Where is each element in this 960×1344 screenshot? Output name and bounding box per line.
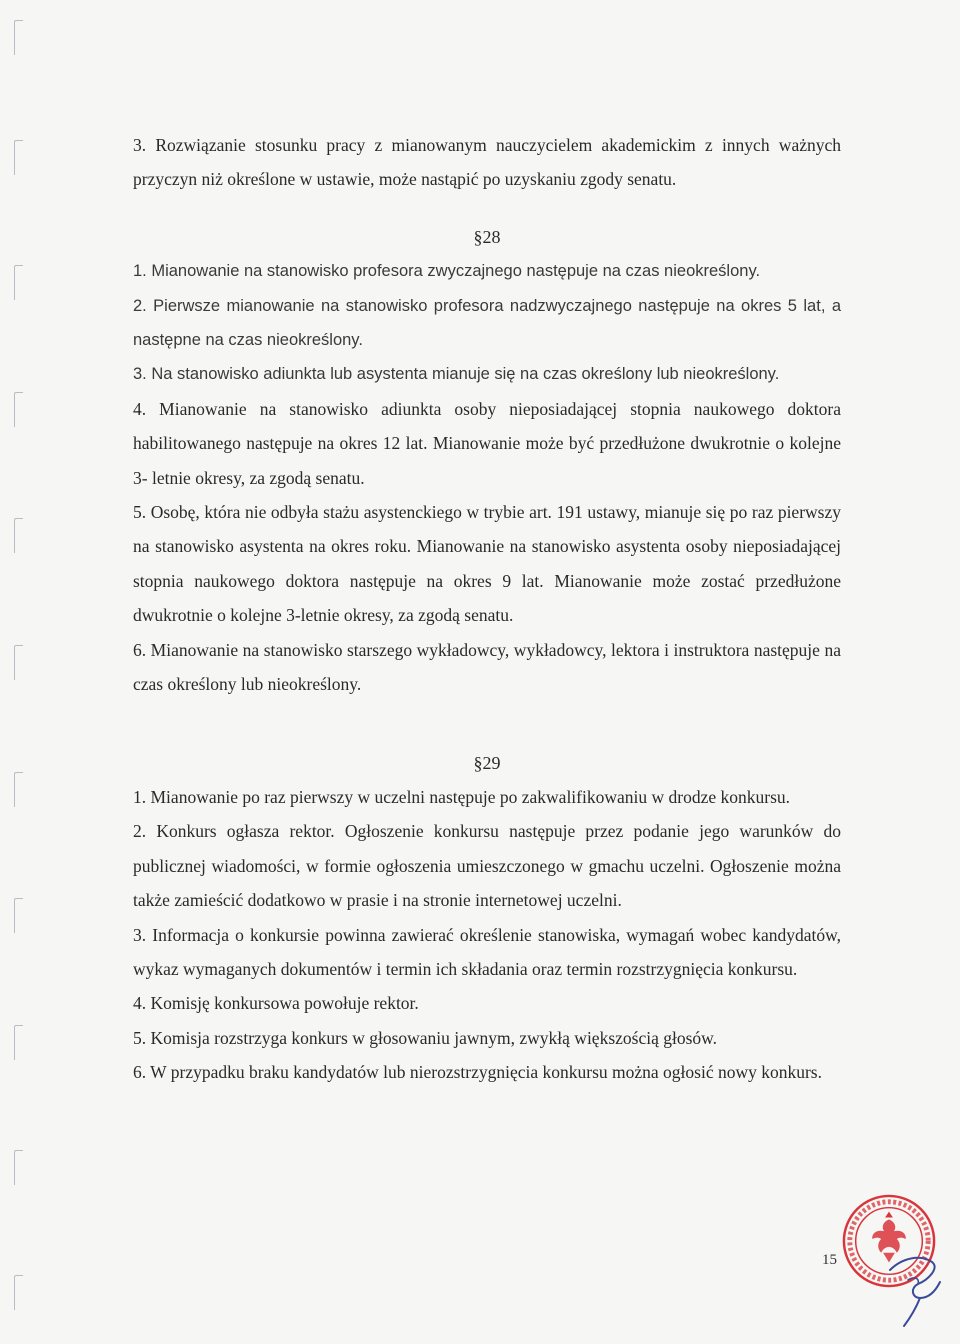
section29-item-2: 2. Konkurs ogłasza rektor. Ogłoszenie konkursu następuje przez podanie jego warunków do publicznej wiadomości, w formie ogłoszenia umieszczonego w gmachu uczelni. Ogłoszenie można także zamieścić dodatkowo w prasie i na stronie internetowej uczelni. <box>133 821 841 911</box>
section28-item-5: 5. Osobę, która nie odbyła stażu asystenckiego w trybie art. 191 ustawy, mianuje się po raz pierwszy na stanowisko asystenta na okres roku. Mianowanie na stanowisko asystenta osoby nieposiadającej stopnia naukowego doktora następuje na okres 9 lat. Mianowanie może zostać przedłużone dwukrotnie o kolejne 3-letnie okresy, za zgodą senatu. <box>133 502 841 626</box>
section28-item-3: 3. Na stanowisko adiunkta lub asystenta mianuje się na czas określony lub nieokreślony. <box>133 365 780 384</box>
binder-mark <box>14 140 23 175</box>
section-heading-28: §28 <box>473 226 501 247</box>
binder-mark <box>14 645 23 680</box>
binder-mark <box>14 898 23 933</box>
binder-margin <box>0 0 30 1344</box>
paragraph-intro: 3. Rozwiązanie stosunku pracy z mianowanym nauczycielem akademickim z innych ważnych przyczyn niż określone w ustawie, może nastąpić po uzyskaniu zgody senatu. <box>133 135 841 190</box>
section28-item-2: 2. Pierwsze mianowanie na stanowisko profesora nadzwyczajnego następuje na okres 5 lat, a następne na czas nieokreślony. <box>133 296 841 350</box>
signature-icon <box>880 1240 950 1330</box>
section28-item-4: 4. Mianowanie na stanowisko adiunkta osoby nieposiadającej stopnia naukowego doktora habilitowanego następuje na okres 12 lat. Mianowanie może być przedłużone dwukrotnie o kolejne 3- letnie okresy, za zgodą senatu. <box>133 398 841 488</box>
binder-mark <box>14 1150 23 1185</box>
page-number: 15 <box>822 1252 837 1268</box>
document-body <box>133 128 841 1090</box>
section29-item-3: 3. Informacja o konkursie powinna zawierać określenie stanowiska, wymagań wobec kandydatów, wykaz wymaganych dokumentów i termin ich składania oraz termin rozstrzygnięcia konkursu. <box>133 924 841 979</box>
section29-item-5: 5. Komisja rozstrzyga konkurs w głosowaniu jawnym, zwykłą większością głosów. <box>133 1027 718 1048</box>
binder-mark <box>14 265 23 300</box>
binder-mark <box>14 392 23 427</box>
binder-mark <box>14 20 23 55</box>
binder-mark <box>14 1025 23 1060</box>
section-heading-29: §29 <box>473 752 501 773</box>
section28-item-6: 6. Mianowanie na stanowisko starszego wykładowcy, wykładowcy, lektora i instruktora następuje na czas określony lub nieokreślony. <box>133 639 841 695</box>
binder-mark <box>14 772 23 807</box>
section28-item-1: 1. Mianowanie na stanowisko profesora zwyczajnego następuje na czas nieokreślony. <box>133 262 761 281</box>
binder-mark <box>14 518 23 553</box>
section29-item-6: 6. W przypadku braku kandydatów lub nierozstrzygnięcia konkursu można ogłosić nowy konkurs. <box>133 1062 822 1083</box>
section29-item-1: 1. Mianowanie po raz pierwszy w uczelni następuje po zakwalifikowaniu w drodze konkursu. <box>133 786 791 807</box>
section29-item-4: 4. Komisję konkursowa powołuje rektor. <box>133 993 419 1014</box>
binder-mark <box>14 1275 23 1310</box>
